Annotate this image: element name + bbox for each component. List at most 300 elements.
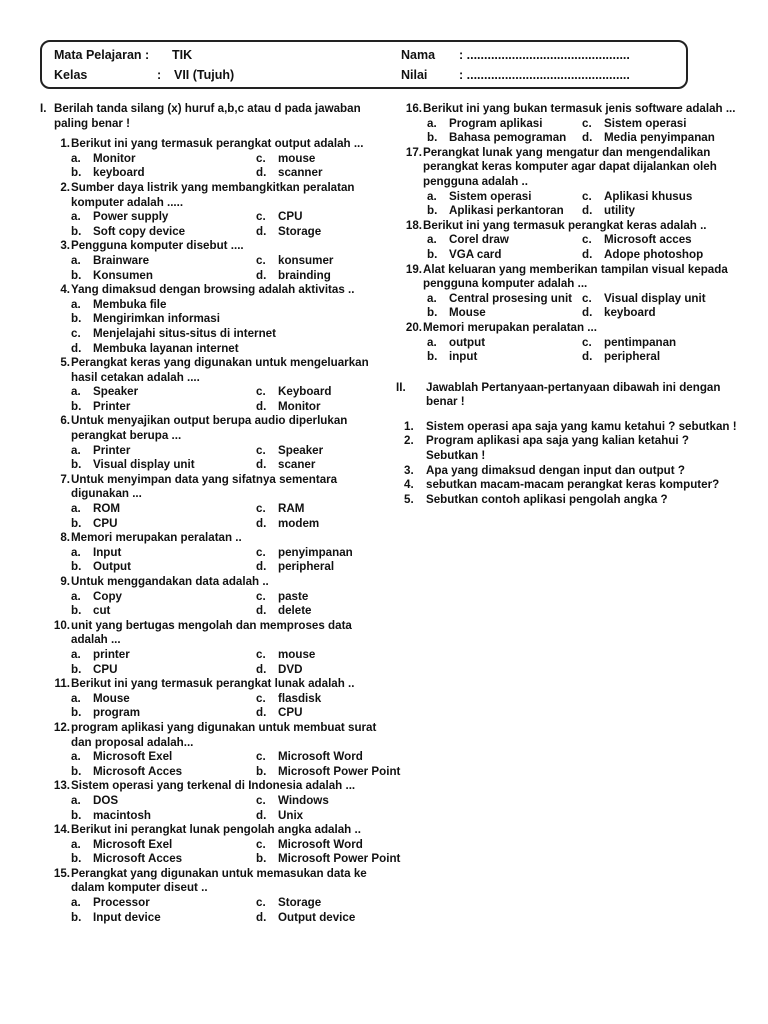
answer-option[interactable] (582, 292, 737, 307)
option-text: Output device (278, 910, 356, 924)
answer-option[interactable] (71, 312, 380, 327)
answer-option[interactable] (71, 400, 256, 415)
answer-option[interactable] (71, 152, 256, 167)
question-number: 14. (53, 823, 70, 837)
option-letter: c. (582, 335, 592, 349)
option-letter: a. (427, 116, 437, 130)
option-letter: b. (71, 458, 82, 472)
question-line (40, 414, 380, 443)
option-letter: a. (71, 385, 81, 399)
section-two-instruction: Jawablah Pertanyaan-pertanyaan dibawah ini dengan benar ! (426, 380, 721, 409)
option-letter: d. (582, 350, 593, 364)
question-item (40, 677, 380, 721)
option-text: scanner (278, 166, 323, 180)
answer-option[interactable] (427, 248, 582, 263)
option-text: pentimpanan (604, 335, 677, 349)
question-text: Berikut ini yang termasuk perangkat lunak adalah .. (71, 677, 355, 691)
option-letter: d. (256, 224, 267, 238)
option-text: cut (93, 604, 111, 618)
option-text: Keyboard (278, 385, 332, 399)
answer-option[interactable] (71, 298, 380, 313)
option-letter: c. (582, 189, 592, 203)
answer-option[interactable] (256, 663, 380, 678)
answer-option[interactable] (256, 225, 380, 240)
option-letter: c. (582, 233, 592, 247)
question-text: Sistem operasi yang terkenal di Indonesia adalah ... (71, 779, 356, 793)
answer-option[interactable] (71, 210, 256, 225)
option-letter: d. (582, 204, 593, 218)
answer-option[interactable] (582, 190, 737, 205)
option-text: Speaker (278, 443, 324, 457)
question-text: Berikut ini yang termasuk perangkat keras adalah .. (423, 218, 707, 232)
answer-option[interactable] (256, 444, 380, 459)
grade-field[interactable]: : ............................................... (459, 68, 630, 82)
question-item (392, 219, 737, 263)
answer-options (71, 692, 380, 721)
option-letter: b. (71, 808, 82, 822)
essay-text: Apa yang dimaksud dengan input dan output ? (426, 463, 685, 477)
essay-question-list (392, 420, 737, 508)
answer-option[interactable] (71, 590, 256, 605)
option-letter: b. (71, 910, 82, 924)
option-letter: a. (71, 151, 81, 165)
option-letter: c. (582, 116, 592, 130)
option-text: Menjelajahi situs-situs di internet (93, 326, 276, 340)
question-number: 18. (405, 218, 422, 232)
option-letter: c. (256, 253, 266, 267)
option-text: CPU (278, 706, 303, 720)
option-text: Unix (278, 808, 304, 822)
answer-option[interactable] (256, 254, 380, 269)
option-letter: a. (71, 691, 81, 705)
question-text: Untuk menggandakan data adalah .. (71, 575, 269, 588)
question-line (40, 283, 380, 298)
option-letter: b. (71, 516, 82, 530)
option-letter: d. (256, 604, 267, 618)
option-letter: b. (71, 662, 82, 676)
section-one-heading (40, 102, 380, 131)
answer-option[interactable] (427, 292, 582, 307)
answer-option[interactable] (256, 400, 380, 415)
answer-option[interactable] (256, 706, 380, 721)
option-text: ROM (93, 502, 121, 516)
question-text: Perangkat yang digunakan untuk memasukan data ke dalam komputer diseut .. (71, 866, 367, 895)
question-item (40, 473, 380, 531)
option-letter: a. (71, 502, 81, 516)
multiple-choice-list-right (392, 102, 737, 365)
question-line (40, 356, 380, 385)
answer-option[interactable] (71, 663, 256, 678)
essay-text: sebutkan macam-macam perangkat keras komputer? (426, 478, 720, 492)
class-value: VII (Tujuh) (174, 68, 235, 82)
option-text: Sistem operasi (604, 116, 687, 130)
answer-option[interactable] (71, 838, 256, 853)
option-text: scaner (278, 458, 316, 472)
option-text: output (449, 335, 486, 349)
answer-option[interactable] (256, 765, 400, 780)
multiple-choice-list-left (40, 137, 401, 925)
option-letter: d. (71, 341, 82, 355)
answer-option[interactable] (71, 692, 256, 707)
answer-option[interactable] (256, 648, 380, 663)
question-item (40, 720, 401, 779)
option-letter: c. (256, 545, 266, 559)
option-letter: c. (256, 691, 266, 705)
answer-option[interactable] (256, 911, 380, 926)
answer-option[interactable] (582, 350, 737, 365)
option-text: Visual display unit (604, 291, 706, 305)
question-number: 12. (53, 720, 70, 734)
option-text: mouse (278, 647, 316, 661)
question-item (40, 867, 380, 925)
answer-option[interactable] (71, 342, 380, 357)
question-number: 11. (54, 677, 70, 691)
option-text: Microsoft acces (604, 233, 692, 247)
essay-text: Program aplikasi apa saja yang kalian ketahui ? Sebutkan ! (426, 434, 689, 463)
option-text: Membuka layanan internet (93, 341, 239, 355)
question-line (392, 263, 737, 292)
essay-question (392, 420, 737, 435)
answer-option[interactable] (71, 166, 256, 181)
essay-question (392, 478, 737, 493)
answer-option[interactable] (256, 794, 380, 809)
question-line (40, 575, 380, 590)
option-letter: b. (427, 306, 438, 320)
question-number: 3. (60, 239, 70, 253)
option-letter: a. (427, 335, 437, 349)
answer-option[interactable] (256, 852, 400, 867)
answer-option[interactable] (71, 750, 256, 765)
option-letter: c. (256, 793, 266, 807)
option-text: Printer (93, 443, 131, 457)
option-text: CPU (93, 662, 118, 676)
question-text: Berikut ini yang termasuk perangkat output adalah ... (71, 137, 364, 151)
essay-number: 5. (404, 492, 414, 506)
option-text: Brainware (93, 253, 150, 267)
answer-options (71, 546, 380, 575)
answer-options (427, 117, 737, 146)
answer-option[interactable] (71, 809, 256, 824)
option-text: penyimpanan (278, 545, 353, 559)
option-text: program (93, 706, 141, 720)
question-line (40, 823, 380, 838)
question-text: Sumber daya listrik yang membangkitkan peralatan komputer adalah ..... (71, 180, 355, 209)
question-number: 17. (405, 145, 422, 159)
option-text: utility (604, 204, 635, 218)
answer-option[interactable] (582, 117, 737, 132)
answer-option[interactable] (256, 809, 380, 824)
answer-option[interactable] (71, 706, 256, 721)
option-letter: b. (71, 399, 82, 413)
option-text: paste (278, 589, 309, 603)
answer-options (71, 444, 380, 473)
question-line (40, 619, 380, 648)
option-text: Bahasa pemograman (449, 131, 567, 145)
answer-option[interactable] (71, 852, 256, 867)
answer-option[interactable] (256, 502, 380, 517)
answer-option[interactable] (427, 204, 582, 219)
option-text: Mouse (93, 691, 130, 705)
essay-question (392, 464, 737, 479)
answer-option[interactable] (71, 225, 256, 240)
answer-option[interactable] (71, 911, 256, 926)
question-line (40, 677, 380, 692)
option-letter: b. (427, 350, 438, 364)
answer-option[interactable] (256, 896, 380, 911)
option-text: CPU (278, 210, 303, 224)
option-letter: b. (71, 560, 82, 574)
answer-options (427, 336, 737, 365)
question-item (40, 619, 380, 677)
option-text: Central prosesing unit (449, 291, 573, 305)
question-item (40, 575, 380, 619)
option-text: Storage (278, 224, 322, 238)
option-letter: d. (256, 910, 267, 924)
option-text: Konsumen (93, 268, 153, 282)
question-line (392, 146, 737, 190)
answer-option[interactable] (256, 604, 380, 619)
option-letter: a. (71, 443, 81, 457)
option-text: printer (93, 647, 130, 661)
question-line (40, 137, 380, 152)
option-letter: d. (582, 306, 593, 320)
answer-option[interactable] (71, 269, 256, 284)
answer-options (71, 750, 401, 779)
option-letter: a. (71, 253, 81, 267)
question-item (392, 263, 737, 321)
question-line (40, 867, 380, 896)
answer-options (71, 152, 380, 181)
answer-option[interactable] (71, 546, 256, 561)
answer-option[interactable] (582, 233, 737, 248)
question-line (40, 531, 380, 546)
answer-option[interactable] (427, 306, 582, 321)
option-text: Speaker (93, 385, 139, 399)
option-letter: a. (71, 210, 81, 224)
answer-option[interactable] (427, 131, 582, 146)
option-text: Sistem operasi (449, 189, 532, 203)
option-text: Windows (278, 793, 329, 807)
option-letter: d. (582, 247, 593, 261)
answer-option[interactable] (71, 327, 380, 342)
option-text: Processor (93, 896, 150, 910)
answer-option[interactable] (71, 502, 256, 517)
answer-options (71, 794, 380, 823)
question-text: Untuk menyajikan output berupa audio diperlukan perangkat berupa ... (71, 414, 348, 443)
section-two-heading (392, 381, 737, 410)
essay-number: 4. (404, 478, 414, 492)
question-item (392, 102, 737, 146)
question-text: Memori merupakan peralatan ... (423, 320, 597, 334)
option-text: modem (278, 516, 320, 530)
answer-option[interactable] (427, 190, 582, 205)
answer-option[interactable] (256, 210, 380, 225)
question-line (40, 473, 380, 502)
option-text: Mengirimkan informasi (93, 312, 220, 326)
answer-option[interactable] (71, 458, 256, 473)
answer-option[interactable] (71, 896, 256, 911)
question-item (392, 146, 737, 219)
question-line (392, 219, 737, 234)
option-letter: b. (427, 131, 438, 145)
answer-option[interactable] (427, 350, 582, 365)
option-letter: c. (256, 502, 266, 516)
question-number: 1. (60, 137, 70, 151)
answer-option[interactable] (71, 444, 256, 459)
question-item (40, 779, 380, 823)
answer-option[interactable] (256, 838, 400, 853)
answer-option[interactable] (256, 560, 380, 575)
option-letter: a. (71, 545, 81, 559)
option-letter: c. (71, 326, 81, 340)
option-text: Mouse (449, 306, 486, 320)
option-text: Printer (93, 399, 131, 413)
answer-option[interactable] (71, 560, 256, 575)
question-item (40, 181, 380, 239)
question-number: 9. (60, 575, 70, 588)
question-line (40, 181, 380, 210)
essay-text: Sebutkan contoh aplikasi pengolah angka ? (426, 492, 668, 506)
answer-option[interactable] (256, 590, 380, 605)
answer-option[interactable] (256, 385, 380, 400)
option-text: DVD (278, 662, 303, 676)
option-letter: c. (256, 750, 266, 764)
answer-option[interactable] (582, 204, 737, 219)
question-text: Memori merupakan peralatan .. (71, 531, 242, 545)
answer-option[interactable] (256, 166, 380, 181)
option-letter: a. (427, 189, 437, 203)
option-text: peripheral (604, 350, 661, 364)
option-letter: b. (71, 312, 82, 326)
option-text: konsumer (278, 253, 334, 267)
option-text: keyboard (93, 166, 145, 180)
question-text: Alat keluaran yang memberikan tampilan visual kepada pengguna komputer adalah ... (423, 262, 728, 291)
question-line (392, 321, 737, 336)
question-text: Berikut ini perangkat lunak pengolah angka adalah .. (71, 823, 361, 837)
answer-options (71, 385, 380, 414)
option-text: Microsoft Acces (93, 852, 183, 866)
question-line (40, 779, 380, 794)
answer-option[interactable] (582, 131, 737, 146)
option-letter: d. (582, 131, 593, 145)
option-letter: d. (256, 706, 267, 720)
answer-option[interactable] (582, 336, 737, 351)
answer-option[interactable] (256, 269, 380, 284)
answer-options (427, 233, 737, 262)
question-line (40, 721, 380, 750)
left-column (40, 102, 401, 925)
option-text: Input (93, 545, 122, 559)
option-letter: c. (256, 443, 266, 457)
answer-option[interactable] (256, 750, 400, 765)
option-letter: b. (256, 852, 267, 866)
answer-option[interactable] (256, 152, 380, 167)
answer-option[interactable] (256, 517, 380, 532)
option-text: keyboard (604, 306, 656, 320)
question-item (40, 823, 401, 867)
option-text: Output (93, 560, 131, 574)
option-text: macintosh (93, 808, 151, 822)
option-text: Aplikasi khusus (604, 189, 693, 203)
option-text: Microsoft Acces (93, 764, 183, 778)
option-text: Corel draw (449, 233, 509, 247)
option-letter: c. (256, 647, 266, 661)
option-letter: b. (71, 852, 82, 866)
answer-option[interactable] (427, 233, 582, 248)
name-field[interactable]: : ............................................... (459, 48, 630, 62)
answer-option[interactable] (427, 336, 582, 351)
answer-options (71, 254, 380, 283)
answer-option[interactable] (71, 517, 256, 532)
essay-number: 2. (404, 434, 414, 448)
option-letter: a. (71, 896, 81, 910)
essay-text: Sistem operasi apa saja yang kamu ketahui ? sebutkan ! (426, 419, 737, 433)
question-item (40, 239, 380, 283)
subject-label: Mata Pelajaran : (54, 48, 150, 62)
answer-options (71, 896, 380, 925)
answer-option[interactable] (582, 306, 737, 321)
option-letter: b. (71, 604, 82, 618)
option-letter: c. (256, 210, 266, 224)
answer-option[interactable] (256, 546, 380, 561)
answer-option[interactable] (71, 385, 256, 400)
subject-value: TIK (172, 48, 193, 62)
option-letter: c. (256, 589, 266, 603)
option-letter: a. (71, 837, 81, 851)
question-number: 19. (405, 262, 422, 276)
question-number: 20. (405, 320, 422, 334)
answer-option[interactable] (71, 765, 256, 780)
question-number: 16. (405, 102, 422, 115)
option-text: input (449, 350, 478, 364)
answer-option[interactable] (71, 254, 256, 269)
option-letter: b. (71, 268, 82, 282)
option-text: Microsoft Power Point (278, 764, 401, 778)
answer-option[interactable] (582, 248, 737, 263)
right-column (392, 102, 737, 507)
option-letter: b. (71, 166, 82, 180)
option-letter: c. (256, 837, 266, 851)
question-number: 15. (53, 866, 70, 880)
name-label: Nama (401, 48, 436, 62)
answer-option[interactable] (256, 692, 380, 707)
answer-option[interactable] (71, 794, 256, 809)
option-text: Storage (278, 896, 322, 910)
essay-number: 3. (404, 463, 414, 477)
option-letter: a. (71, 750, 81, 764)
question-text: Perangkat keras yang digunakan untuk mengeluarkan hasil cetakan adalah .... (71, 356, 369, 384)
option-letter: b. (256, 764, 267, 778)
option-text: flasdisk (278, 691, 322, 705)
question-item (40, 137, 380, 181)
option-letter: c. (256, 385, 266, 399)
option-text: Monitor (278, 399, 321, 413)
question-text: Pengguna komputer disebut .... (71, 239, 244, 253)
answer-option[interactable] (427, 117, 582, 132)
answer-options (427, 292, 737, 321)
option-letter: b. (71, 706, 82, 720)
answer-option[interactable] (71, 648, 256, 663)
question-number: 4. (60, 283, 70, 297)
answer-options (71, 502, 380, 531)
answer-option[interactable] (71, 604, 256, 619)
option-text: Copy (93, 589, 122, 603)
answer-options (71, 210, 380, 239)
answer-option[interactable] (256, 458, 380, 473)
option-letter: b. (427, 247, 438, 261)
question-number: 5. (60, 356, 70, 370)
option-text: Aplikasi perkantoran (449, 204, 564, 218)
